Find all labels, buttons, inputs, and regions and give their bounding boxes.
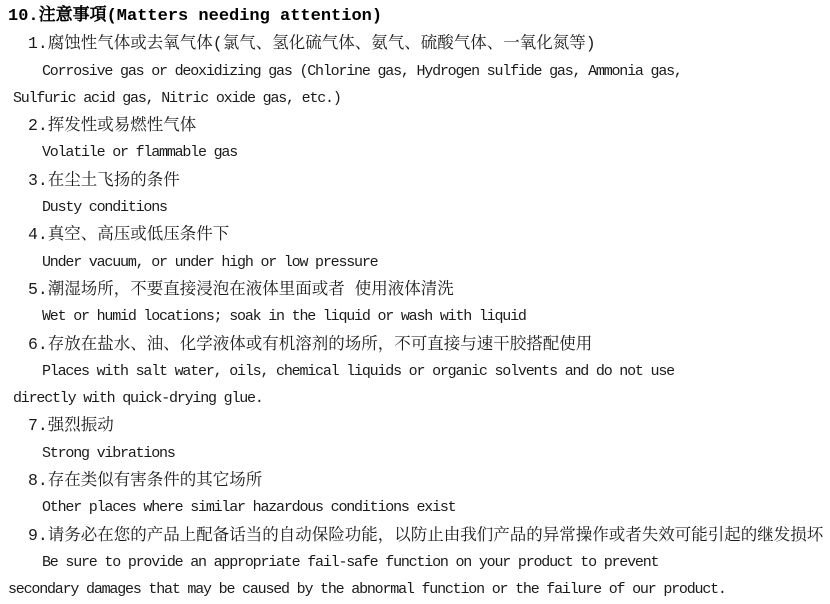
item-4-zh: 4.真空、高压或低压条件下 [28, 225, 230, 245]
item-8-en-line-1: Other places where similar hazardous conditions exist [42, 499, 456, 517]
item-1-zh: 1.腐蚀性气体或去氧气体(氯气、氢化硫气体、氨气、硫酸气体、一氧化氮等) [28, 34, 596, 54]
item-9-en-line-1: Be sure to provide an appropriate fail-safe function on your product to prevent [42, 553, 659, 571]
item-5-zh: 5.潮湿场所，不要直接浸泡在液体里面或者 使用液体清洗 [28, 279, 454, 299]
item-7-en-line-1: Strong vibrations [42, 444, 175, 462]
item-1-en-line-2: Sulfuric acid gas, Nitric oxide gas, etc.) [13, 89, 341, 107]
item-3-zh: 3.在尘土飞扬的条件 [28, 170, 180, 190]
item-9-en-line-2: secondary damages that may be caused by the abnormal function or the failure of our product. [8, 581, 726, 599]
item-9-zh: 9.请务必在您的产品上配备话当的自动保险功能，以防止由我们产品的异常操作或者失效可能引起的继发损坏 [28, 525, 824, 545]
item-6-zh: 6.存放在盐水、油、化学液体或有机溶剂的场所，不可直接与速干胶搭配使用 [28, 334, 593, 354]
item-7-zh: 7.强烈振动 [28, 416, 114, 436]
item-6-en-line-2: directly with quick-drying glue. [13, 390, 263, 408]
item-1-en-line-1: Corrosive gas or deoxidizing gas (Chlorine gas, Hydrogen sulfide gas, Ammonia gas, [42, 62, 682, 80]
item-2-en-line-1: Volatile or flammable gas [42, 144, 238, 162]
item-6-en-line-1: Places with salt water, oils, chemical liquids or organic solvents and do not use [42, 362, 674, 380]
item-2-zh: 2.挥发性或易燃性气体 [28, 116, 197, 136]
section-title: 10.注意事項(Matters needing attention) [8, 7, 383, 26]
item-5-en-line-1: Wet or humid locations; soak in the liquid or wash with liquid [42, 308, 526, 326]
item-8-zh: 8.存在类似有害条件的其它场所 [28, 471, 263, 491]
item-3-en-line-1: Dusty conditions [42, 199, 167, 217]
item-4-en-line-1: Under vacuum, or under high or low pressure [42, 253, 378, 271]
